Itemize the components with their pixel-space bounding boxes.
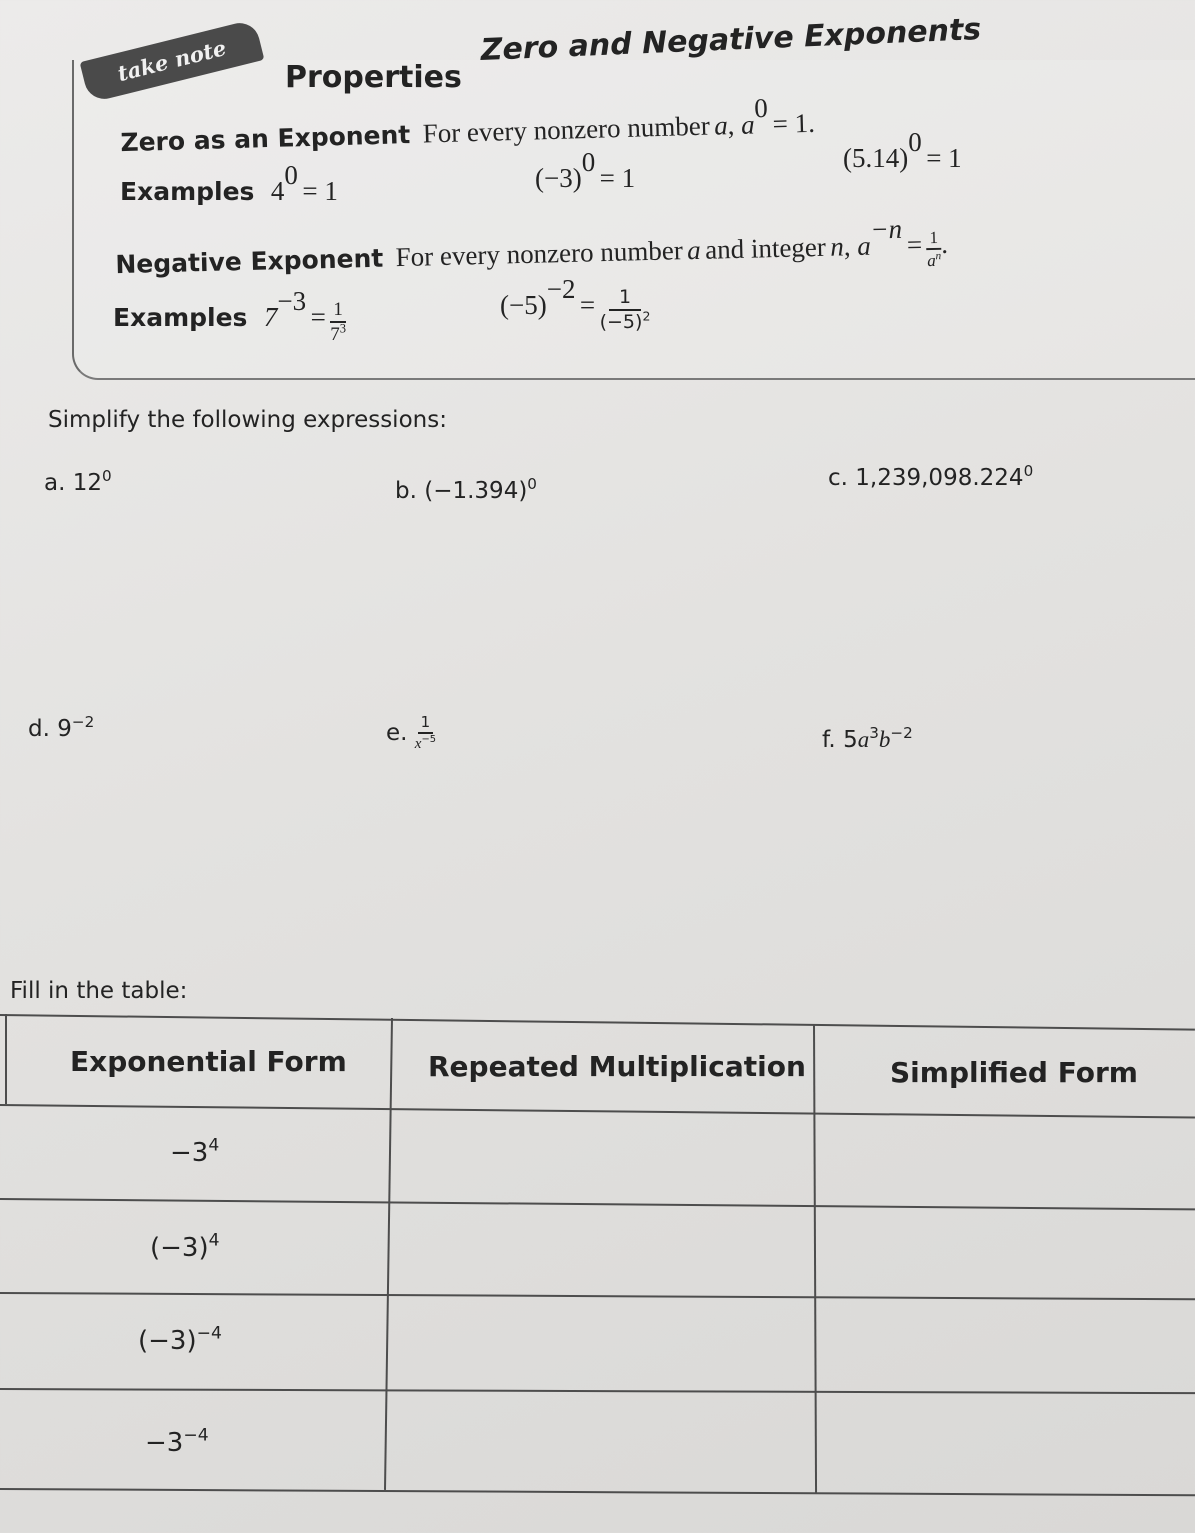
problem-a-base: 12 bbox=[72, 470, 102, 496]
row-1-base: −3 bbox=[170, 1138, 209, 1168]
simplified-form-cell[interactable] bbox=[817, 1298, 1193, 1388]
zero-ex1-exp: 0 bbox=[284, 160, 298, 190]
zero-exponent-label: Zero as an Exponent bbox=[120, 120, 411, 158]
zero-examples-label: Examples bbox=[120, 177, 255, 207]
zero-ex2-rhs: = 1 bbox=[599, 163, 636, 194]
row-4-base: −3 bbox=[145, 1428, 184, 1458]
problem-d-base: 9 bbox=[57, 716, 72, 742]
problem-e bbox=[386, 715, 436, 752]
negative-ex1-base: 7 bbox=[263, 302, 278, 333]
negative-ex2-num: 1 bbox=[609, 288, 641, 311]
row-2-base: (−3) bbox=[150, 1233, 209, 1263]
zero-ex3-base: (5.14) bbox=[843, 143, 909, 174]
zero-ex1-base: 4 bbox=[270, 176, 285, 207]
take-note-banner: take note bbox=[80, 19, 265, 103]
zero-ex3-exp: 0 bbox=[908, 127, 922, 157]
repeated-multiplication-cell[interactable] bbox=[395, 1108, 811, 1196]
zero-ex3-rhs: = 1 bbox=[926, 143, 962, 174]
negative-rule-and: and integer bbox=[704, 231, 827, 265]
row-2-exp: 4 bbox=[208, 1230, 220, 1251]
table-top-border bbox=[0, 1014, 1195, 1031]
zero-examples-row bbox=[120, 160, 338, 207]
topic-heading: Zero and Negative Exponents bbox=[480, 12, 982, 68]
problem-c-label: c. bbox=[828, 465, 848, 491]
table-row-2-expression bbox=[150, 1230, 220, 1263]
negative-ex2-base: (−5) bbox=[500, 290, 547, 321]
zero-ex2-exp: 0 bbox=[581, 147, 596, 177]
zero-example-3 bbox=[843, 127, 962, 174]
problem-f-label: f. bbox=[822, 727, 836, 753]
properties-heading: Properties bbox=[285, 60, 462, 95]
header-simplified-form: Simplified Form bbox=[890, 1056, 1138, 1089]
problem-c bbox=[828, 461, 1034, 491]
simplify-instruction: Simplify the following expressions: bbox=[48, 407, 447, 433]
negative-ex1-exp: −3 bbox=[277, 286, 307, 317]
problem-a bbox=[44, 466, 112, 496]
table-instruction: Fill in the table: bbox=[10, 978, 188, 1004]
problem-f-exp-a: 3 bbox=[869, 723, 879, 742]
negative-examples-row: Examples $7^{-3}$ = $\frac{1}{7^3}$ bbox=[113, 286, 347, 345]
problem-b-base: (−1.394) bbox=[424, 478, 528, 504]
problem-e-label: e. bbox=[386, 720, 408, 746]
row-4-exp: −4 bbox=[183, 1425, 209, 1446]
zero-ex1-rhs: = 1 bbox=[302, 176, 338, 207]
zero-exponent-rule: Zero as an Exponent For every nonzero number a, $a^0 = 1$. bbox=[120, 92, 816, 158]
problem-b-exp: 0 bbox=[527, 474, 537, 493]
negative-ex2-den-exp: 2 bbox=[642, 308, 651, 324]
problem-a-exp: 0 bbox=[102, 466, 112, 485]
header-exponential-form: Exponential Form bbox=[70, 1045, 347, 1078]
table-left-border bbox=[5, 1014, 7, 1104]
zero-example-2 bbox=[535, 147, 636, 194]
negative-ex1-den: 7 bbox=[330, 324, 340, 345]
negative-ex1-fraction bbox=[330, 300, 346, 344]
problem-e-num: 1 bbox=[418, 715, 434, 734]
negative-rule-var: a bbox=[686, 234, 702, 266]
negative-ex2-exp: −2 bbox=[546, 274, 576, 305]
problem-e-den: x bbox=[414, 736, 422, 752]
negative-exponent-rule: Negative Exponent For every nonzero number a and integer n, $a^{-n}$ = $\frac{1}{a^n}$ . bbox=[115, 213, 949, 280]
row-1-exp: 4 bbox=[208, 1135, 220, 1156]
problem-d bbox=[28, 712, 95, 742]
table-column-divider bbox=[384, 1018, 393, 1490]
zero-rule-base: a bbox=[740, 109, 756, 140]
problem-f-var-a: a bbox=[857, 727, 870, 752]
negative-rule-den-exp: n bbox=[935, 250, 942, 263]
problem-f-coef: 5 bbox=[843, 727, 858, 753]
table-row-1-expression bbox=[170, 1135, 220, 1168]
negative-rule-den: a bbox=[926, 250, 936, 271]
problem-b-label: b. bbox=[395, 478, 417, 504]
repeated-multiplication-cell[interactable] bbox=[395, 1296, 811, 1386]
negative-example-2: $(-5)^{-2}$ = $\frac{1}{(-5)^2}$ bbox=[500, 274, 651, 333]
zero-rule-eq: = 1. bbox=[772, 107, 816, 139]
zero-rule-text: For every nonzero number bbox=[422, 110, 711, 149]
negative-rule-num: 1 bbox=[926, 229, 941, 250]
row-3-exp: −4 bbox=[196, 1323, 222, 1344]
table-bottom-border bbox=[0, 1488, 1195, 1496]
problem-c-base: 1,239,098.224 bbox=[855, 465, 1024, 491]
problem-c-exp: 0 bbox=[1023, 461, 1034, 480]
table-row-4-expression bbox=[145, 1425, 209, 1458]
negative-examples-label: Examples bbox=[113, 303, 248, 333]
problem-e-fraction bbox=[415, 715, 436, 752]
problem-f bbox=[822, 723, 913, 753]
table-row-3-expression bbox=[138, 1323, 222, 1356]
row-3-base: (−3) bbox=[138, 1326, 197, 1356]
simplified-form-cell[interactable] bbox=[817, 1394, 1193, 1488]
negative-rule-n: n bbox=[829, 231, 845, 262]
negative-rule-base: a bbox=[856, 230, 872, 262]
zero-rule-var: a bbox=[713, 110, 729, 141]
negative-rule-text: For every nonzero number bbox=[395, 235, 684, 273]
negative-ex2-den: (−5) bbox=[599, 311, 643, 333]
problem-d-exp: −2 bbox=[71, 712, 95, 731]
repeated-multiplication-cell[interactable] bbox=[395, 1202, 811, 1290]
problem-e-den-exp: −5 bbox=[421, 734, 437, 746]
simplified-form-cell[interactable] bbox=[817, 1110, 1193, 1198]
header-repeated-multiplication: Repeated Multiplication bbox=[428, 1050, 806, 1083]
negative-rule-exp: −n bbox=[869, 213, 903, 245]
negative-rule-fraction bbox=[926, 229, 941, 269]
problem-d-label: d. bbox=[28, 716, 50, 742]
zero-rule-exp: 0 bbox=[753, 92, 769, 124]
problem-a-label: a. bbox=[44, 470, 66, 496]
negative-ex2-fraction bbox=[600, 288, 651, 332]
zero-ex2-base: (−3) bbox=[535, 163, 582, 194]
problem-f-exp-b: −2 bbox=[890, 723, 913, 742]
simplified-form-cell[interactable] bbox=[817, 1204, 1193, 1292]
repeated-multiplication-cell[interactable] bbox=[395, 1392, 811, 1486]
problem-b bbox=[395, 474, 537, 504]
problem-f-var-b: b bbox=[878, 727, 891, 752]
negative-ex1-num: 1 bbox=[330, 300, 346, 323]
negative-exponent-label: Negative Exponent bbox=[115, 243, 384, 280]
negative-ex1-den-exp: 3 bbox=[339, 321, 347, 336]
